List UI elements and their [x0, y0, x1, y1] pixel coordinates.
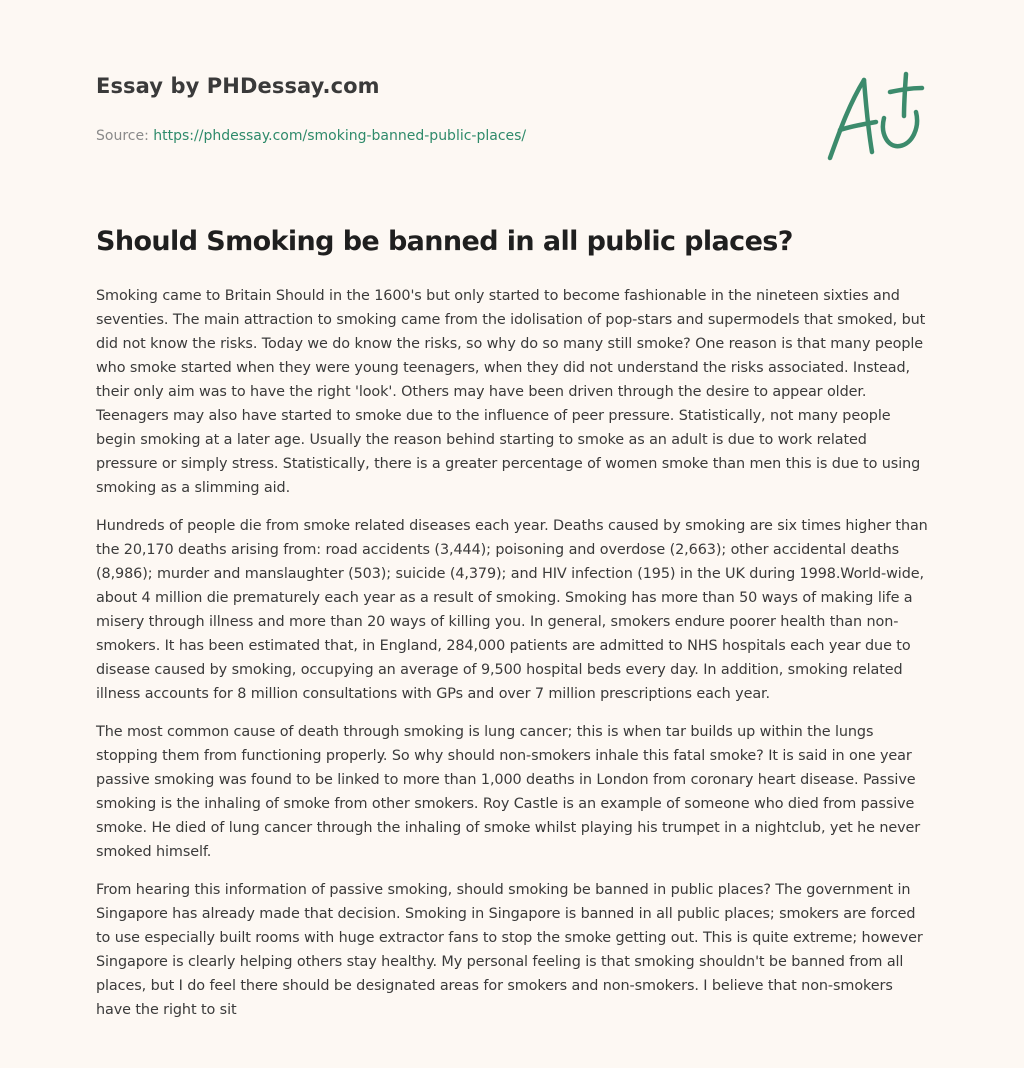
source-line — [96, 128, 796, 144]
article-title: Should Smoking be banned in all public places? — [96, 226, 793, 257]
paragraph: From hearing this information of passive smoking, should smoking be banned in public places? The government in Singapore has already made that decision. Smoking in Singapore is banned in all public places; smokers are forced to use especially built rooms with huge extractor fans to stop the smoke getting out. This is quite extreme; however Singapore is clearly helping others stay healthy. My personal feeling is that smoking shouldn't be banned from all places, but I do feel there should be designated areas for smokers and non-smokers. I believe that non-smokers have the right to sit — [96, 882, 923, 1018]
paragraph: Hundreds of people die from smoke related diseases each year. Deaths caused by smoking are six times higher than the 20,170 deaths arising from: road accidents (3,444); poisoning and overdose (2,663); other accidental deaths (8,986); murder and manslaughter (503); suicide (4,379); and HIV infection (195) in the UK during 1998.World-wide, about 4 million die prematurely each year as a result of smoking. Smoking has more than 50 ways of making life a misery through illness and more than 20 ways of killing you. In general, smokers endure poorer health than non-smokers. It has been estimated that, in England, 284,000 patients are admitted to NHS hospitals each year due to disease caused by smoking, occupying an average of 9,500 hospital beds every day. In addition, smoking related illness accounts for 8 million consultations with GPs and over 7 million prescriptions each year. — [96, 518, 928, 702]
paragraph: The most common cause of death through smoking is lung cancer; this is when tar builds up within the lungs stopping them from functioning properly. So why should non-smokers inhale this fatal smoke? It is said in one year passive smoking was found to be linked to more than 1,000 deaths in London from coronary heart disease. Passive smoking is the inhaling of smoke from other smokers. Roy Castle is an example of someone who died from passive smoke. He died of lung cancer through the inhaling of smoke whilst playing his trumpet in a nightclub, yet he never smoked himself. — [96, 724, 921, 860]
source-label: Source: — [96, 128, 149, 144]
article-body — [96, 284, 930, 1036]
paragraph: Smoking came to Britain Should in the 1600's but only started to become fashionable in the nineteen sixties and seventies. The main attraction to smoking came from the idolisation of pop-stars and supermodels that smoked, but did not know the risks. Today we do know the risks, so why do so many still smoke? One reason is that many people who smoke started when they were young teenagers, when they did not understand the risks associated. Instead, their only aim was to have the right 'look'. Others may have been driven through the desire to appear older. Teenagers may also have started to smoke due to the influence of peer pressure. Statistically, not many people begin smoking at a later age. Usually the reason behind starting to smoke as an adult is due to work related pressure or simply stress. Statistically, there is a greater percentage of women smoke than men this is due to using smoking as a slimming aid. — [96, 288, 926, 496]
source-link[interactable]: https://phdessay.com/smoking-banned-public-places/ — [153, 128, 527, 144]
a-plus-logo-icon — [818, 66, 930, 166]
brand-title: Essay by PHDessay.com — [96, 74, 380, 98]
page-header — [96, 74, 796, 144]
